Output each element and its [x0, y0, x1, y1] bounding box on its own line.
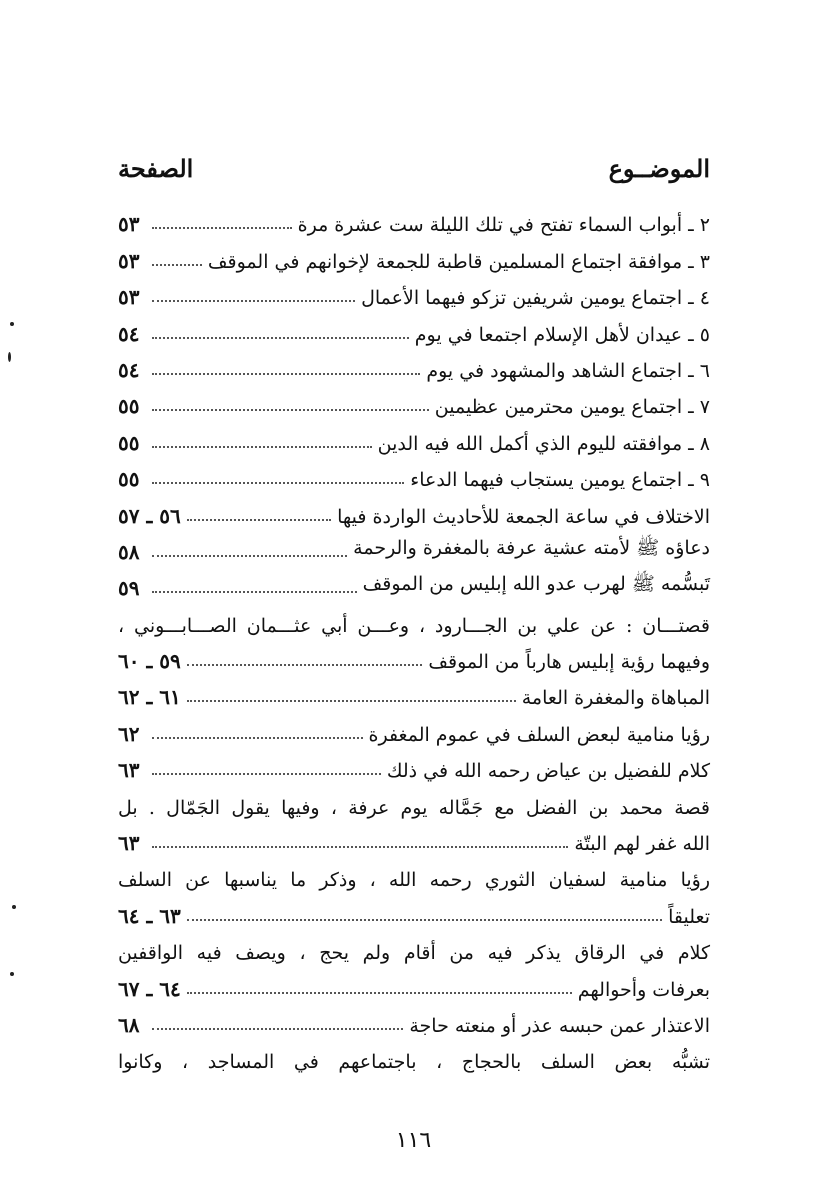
toc-entry: [118, 964, 710, 1000]
toc-entry: [118, 273, 710, 309]
toc-entry-title: الاختلاف في ساعة الجمعة للأحاديث الواردة فيها: [337, 505, 710, 528]
toc-entry-page: ٦٣ ـ ٦٤: [118, 903, 181, 928]
leader-dots: [152, 482, 404, 484]
toc-entry-page: ٥٣: [118, 212, 140, 237]
toc-entry-title: تعليقاً: [668, 905, 710, 928]
leader-dots: [187, 992, 572, 994]
toc-entry: [118, 855, 710, 891]
toc-entry-title: ٥ ـ عيدان لأهل الإسلام اجتمعا في يوم: [414, 323, 710, 346]
leader-dots: [152, 846, 568, 848]
toc-entry-page: ٥٣: [118, 248, 140, 273]
leader-dots: [152, 555, 347, 557]
leader-dots: [152, 264, 202, 266]
toc-entry-title: وفيهما رؤية إبليس هارباً من الموقف: [428, 651, 710, 674]
toc-entry-title: ٦ ـ اجتماع الشاهد والمشهود في يوم: [426, 359, 710, 382]
toc-entry-title: ٣ ـ موافقة اجتماع المسلمين قاطبة للجمعة لإخوانهم في الموقف: [207, 250, 710, 273]
toc-entry-title: قصتـــان : عن علي بن الجـــارود ، وعـــن أبي عثـــمان الصـــابـــوني ،: [118, 614, 710, 637]
toc-entry: [118, 200, 710, 236]
toc-entry-page: ٦٣: [118, 758, 140, 783]
scan-speck: [8, 352, 11, 362]
leader-dots: [152, 446, 372, 448]
toc-entry: [118, 455, 710, 491]
toc-entry: [118, 891, 710, 927]
toc-entry-title: ٨ ـ موافقته لليوم الذي أكمل الله فيه الدين: [377, 432, 710, 455]
toc-entry-page: ٦٢: [118, 721, 140, 746]
toc-entry-title: كلام في الرقاق يذكر فيه من أقام ولم يحج ، ويصف فيه الواقفين: [118, 942, 710, 965]
toc-entry-page: ٥٤: [118, 357, 140, 382]
toc-entry: [118, 418, 710, 454]
toc-entry: [118, 346, 710, 382]
toc-entry: [118, 236, 710, 272]
toc-entry-page: ٥٨: [118, 539, 140, 564]
toc-entry-page: ٦٤ ـ ٦٧: [118, 976, 181, 1001]
topic-column-heading: الموضــوع: [608, 154, 710, 183]
page-column-heading: الصفحة: [118, 154, 194, 183]
toc-entry-title: رؤيا منامية لبعض السلف في عموم المغفرة: [368, 723, 710, 746]
leader-dots: [187, 664, 423, 666]
toc-entry: [118, 673, 710, 709]
toc-entry-title: تَبسُّمه ﷺ لهرب عدو الله إبليس من الموقف: [362, 573, 710, 596]
toc-entry: [118, 1001, 710, 1037]
toc-entry-title: ٩ ـ اجتماع يومين يستجاب فيهما الدعاء: [410, 469, 710, 492]
toc-entry-title: بعرفات وأحوالهم: [577, 978, 710, 1001]
leader-dots: [152, 1028, 403, 1030]
page-number: ١١٦: [395, 1128, 432, 1153]
toc-entry-page: ٥٥: [118, 394, 140, 419]
toc-entry: [118, 600, 710, 636]
toc-entry-page: ٥٩: [118, 576, 140, 601]
toc-entry: [118, 528, 710, 564]
toc-entry-title: ٧ ـ اجتماع يومين محترمين عظيمين: [434, 396, 710, 419]
toc-entry-page: ٥٥: [118, 467, 140, 492]
leader-dots: [187, 519, 331, 521]
toc-entry-title: ٤ ـ اجتماع يومين شريفين تزكو فيهما الأعمال: [361, 287, 710, 310]
toc-entry: [118, 928, 710, 964]
toc-entry-title: تشبُّه بعض السلف بالحجاج ، باجتماعهم في المساجد ، وكانوا: [118, 1051, 710, 1074]
leader-dots: [152, 773, 381, 775]
toc-entry: [118, 819, 710, 855]
table-of-contents: [118, 200, 710, 1073]
toc-entry: [118, 709, 710, 745]
leader-dots: [152, 373, 420, 375]
toc-entry-page: ٥٤: [118, 321, 140, 346]
toc-entry: [118, 746, 710, 782]
leader-dots: [152, 337, 409, 339]
leader-dots: [152, 409, 429, 411]
toc-entry-page: ٦١ ـ ٦٢: [118, 685, 181, 710]
toc-entry: [118, 309, 710, 345]
toc-entry-title: كلام للفضيل بن عياض رحمه الله في ذلك: [386, 760, 710, 783]
scan-speck: [10, 972, 14, 976]
toc-entry-page: ٥٥: [118, 430, 140, 455]
toc-header: [118, 150, 710, 194]
leader-dots: [187, 700, 516, 702]
toc-entry: [118, 1037, 710, 1073]
toc-entry: [118, 382, 710, 418]
toc-entry-title: المباهاة والمغفرة العامة: [521, 687, 710, 710]
toc-entry-page: ٥٦ ـ ٥٧: [118, 503, 181, 528]
leader-dots: [187, 919, 662, 921]
toc-entry: [118, 491, 710, 527]
toc-entry-title: قصة محمد بن الفضل مع جَمَّاله يوم عرفة ، وفيها يقول الجَمّال . بل: [118, 796, 710, 819]
toc-entry: [118, 637, 710, 673]
toc-entry-title: دعاؤه ﷺ لأمته عشية عرفة بالمغفرة والرحمة: [353, 536, 710, 559]
scan-speck: [12, 905, 16, 909]
toc-entry: [118, 782, 710, 818]
toc-entry: [118, 564, 710, 600]
toc-entry-title: الاعتذار عمن حبسه عذر أو منعته حاجة: [409, 1014, 710, 1037]
leader-dots: [152, 300, 355, 302]
toc-entry-page: ٦٨: [118, 1012, 140, 1037]
toc-entry-page: ٦٣: [118, 831, 140, 856]
scan-speck: [10, 322, 14, 326]
toc-entry-title: ٢ ـ أبواب السماء تفتح في تلك الليلة ست عشرة مرة: [297, 214, 710, 237]
leader-dots: [152, 591, 357, 593]
toc-entry-page: ٥٣: [118, 285, 140, 310]
toc-entry-title: الله غفر لهم البتّة: [574, 833, 710, 856]
toc-entry-page: ٥٩ ـ ٦٠: [118, 649, 181, 674]
leader-dots: [152, 737, 363, 739]
toc-entry-title: رؤيا منامية لسفيان الثوري رحمه الله ، وذكر ما يناسبها عن السلف: [118, 869, 710, 892]
leader-dots: [152, 227, 292, 229]
